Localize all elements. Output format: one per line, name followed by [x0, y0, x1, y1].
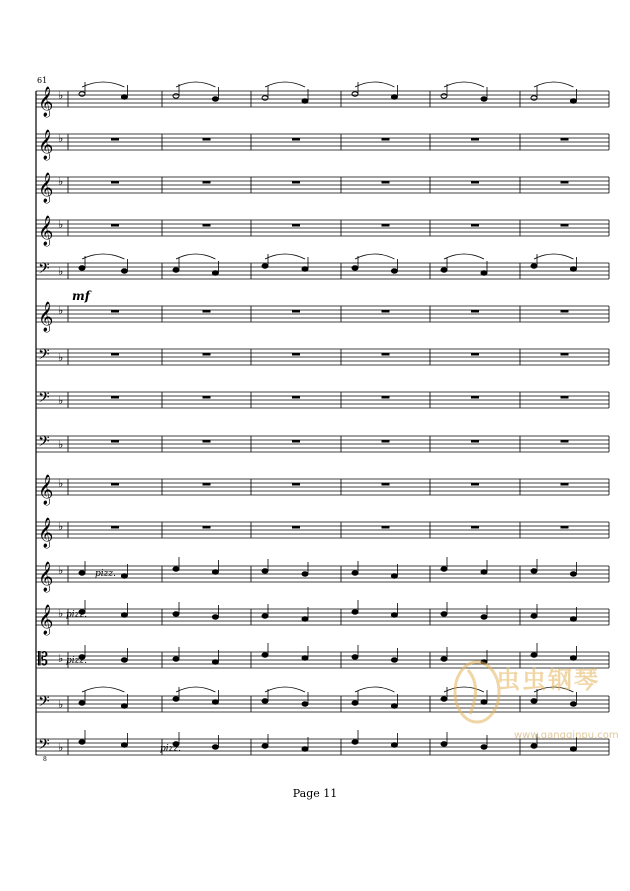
treble-clef-icon: 𝄞: [38, 605, 54, 635]
whole-rest: [203, 440, 211, 443]
note-head: [352, 610, 358, 614]
note-head: [441, 612, 447, 616]
note-head: [212, 570, 218, 574]
slur: [176, 687, 215, 692]
whole-rest: [561, 138, 569, 141]
whole-rest: [471, 526, 479, 529]
whole-rest: [292, 440, 300, 443]
whole-rest: [561, 483, 569, 486]
whole-rest: [111, 310, 119, 313]
whole-rest: [471, 483, 479, 486]
whole-rest: [382, 353, 390, 356]
note-head: [212, 660, 218, 664]
whole-rest: [203, 396, 211, 399]
flat-icon: ♭: [58, 89, 64, 102]
bass-clef-icon: 𝄢: [38, 693, 50, 714]
note-head: [570, 572, 576, 576]
note-head: [441, 697, 447, 701]
slur: [82, 254, 124, 259]
note-head: [352, 701, 358, 705]
whole-rest: [382, 440, 390, 443]
flat-icon: ♭: [58, 351, 64, 364]
note-head: [79, 740, 85, 744]
flat-icon: ♭: [58, 175, 64, 188]
note-head: [531, 264, 537, 268]
flat-icon: ♭: [58, 607, 64, 620]
note-head: [352, 655, 358, 659]
whole-rest: [203, 353, 211, 356]
note-head: [262, 96, 268, 100]
page-footer: Page 11: [292, 787, 338, 800]
whole-rest: [111, 483, 119, 486]
note-head: [570, 617, 576, 621]
note-head: [570, 267, 576, 271]
flat-icon: ♭: [58, 304, 64, 317]
note-head: [262, 614, 268, 618]
treble-clef-icon: 𝄞: [38, 87, 54, 117]
whole-rest: [111, 396, 119, 399]
slur: [265, 82, 305, 87]
note-head: [121, 269, 127, 273]
note-head: [481, 271, 487, 275]
note-head: [302, 702, 308, 706]
note-head: [531, 614, 537, 618]
whole-rest: [561, 353, 569, 356]
note-head: [391, 613, 397, 617]
note-head: [441, 268, 447, 272]
whole-rest: [561, 224, 569, 227]
treble-clef-icon: 𝄞: [38, 475, 54, 505]
note-head: [212, 745, 218, 749]
note-head: [441, 657, 447, 661]
note-head: [121, 743, 127, 747]
bass-clef-icon: 𝄢: [38, 260, 50, 281]
whole-rest: [111, 353, 119, 356]
note-head: [481, 570, 487, 574]
whole-rest: [382, 138, 390, 141]
whole-rest: [471, 181, 479, 184]
whole-rest: [561, 181, 569, 184]
note-head: [302, 656, 308, 660]
flat-icon: ♭: [58, 218, 64, 231]
note-head: [121, 704, 127, 708]
note-head: [352, 92, 358, 96]
note-head: [212, 97, 218, 101]
note-head: [391, 658, 397, 662]
whole-rest: [292, 526, 300, 529]
note-head: [391, 704, 397, 708]
note-head: [531, 569, 537, 573]
note-head: [391, 95, 397, 99]
treble-clef-icon: 𝄞: [38, 173, 54, 203]
whole-rest: [471, 396, 479, 399]
note-head: [441, 94, 447, 98]
slur: [355, 687, 394, 692]
whole-rest: [111, 440, 119, 443]
note-head: [352, 740, 358, 744]
note-head: [391, 574, 397, 578]
note-head: [173, 94, 179, 98]
whole-rest: [382, 181, 390, 184]
whole-rest: [561, 310, 569, 313]
octave-mark: 8: [43, 756, 47, 763]
note-head: [79, 92, 85, 96]
note-head: [212, 271, 218, 275]
note-head: [302, 572, 308, 576]
flat-icon: ♭: [58, 698, 64, 711]
whole-rest: [471, 353, 479, 356]
note-head: [173, 697, 179, 701]
whole-rest: [382, 310, 390, 313]
bass-clef-icon: 𝄢: [38, 389, 50, 410]
slur: [82, 82, 124, 87]
whole-rest: [111, 138, 119, 141]
whole-rest: [561, 440, 569, 443]
note-head: [121, 658, 127, 662]
treble-clef-icon: 𝄞: [38, 302, 54, 332]
whole-rest: [382, 396, 390, 399]
note-head: [262, 744, 268, 748]
slur: [444, 254, 484, 259]
treble-clef-icon: 𝄞: [38, 518, 54, 548]
note-head: [212, 615, 218, 619]
whole-rest: [471, 440, 479, 443]
whole-rest: [292, 396, 300, 399]
watermark-logo-text: 虫虫钢琴: [496, 666, 600, 694]
note-head: [441, 742, 447, 746]
note-head: [441, 567, 447, 571]
whole-rest: [561, 396, 569, 399]
slur: [534, 82, 573, 87]
piano-keys-icon: [452, 656, 502, 726]
flat-icon: ♭: [58, 132, 64, 145]
note-head: [173, 657, 179, 661]
note-head: [352, 266, 358, 270]
alto-clef-icon: 𝄡: [38, 649, 49, 670]
note-head: [262, 264, 268, 268]
flat-icon: ♭: [58, 394, 64, 407]
slur: [355, 254, 394, 259]
whole-rest: [382, 224, 390, 227]
flat-icon: ♭: [58, 520, 64, 533]
note-head: [121, 574, 127, 578]
flat-icon: ♭: [58, 652, 64, 665]
whole-rest: [292, 181, 300, 184]
slur: [265, 687, 305, 692]
whole-rest: [292, 353, 300, 356]
pizz-marking: pizz.: [95, 569, 116, 579]
flat-icon: ♭: [58, 741, 64, 754]
slur: [82, 687, 124, 692]
whole-rest: [111, 526, 119, 529]
note-head: [79, 701, 85, 705]
note-head: [302, 99, 308, 103]
slur: [265, 254, 305, 259]
pizz-marking: pizz.: [66, 610, 87, 620]
note-head: [531, 96, 537, 100]
note-head: [391, 269, 397, 273]
note-head: [352, 571, 358, 575]
measure-number: 61: [37, 76, 48, 85]
note-head: [262, 569, 268, 573]
slur: [534, 254, 573, 259]
note-head: [262, 699, 268, 703]
pizz-marking: pizz.: [160, 744, 181, 754]
slur: [355, 82, 394, 87]
whole-rest: [382, 483, 390, 486]
whole-rest: [471, 224, 479, 227]
note-head: [302, 747, 308, 751]
note-head: [481, 615, 487, 619]
watermark-url: www.gangqinpu.com: [514, 730, 619, 741]
note-head: [121, 613, 127, 617]
note-head: [173, 268, 179, 272]
whole-rest: [111, 224, 119, 227]
whole-rest: [203, 483, 211, 486]
whole-rest: [561, 526, 569, 529]
note-head: [391, 743, 397, 747]
bass-8vb-clef-icon: 𝄢: [38, 736, 50, 757]
whole-rest: [471, 138, 479, 141]
note-head: [302, 267, 308, 271]
note-head: [570, 99, 576, 103]
note-head: [173, 612, 179, 616]
flat-icon: ♭: [58, 265, 64, 278]
note-head: [79, 571, 85, 575]
note-head: [302, 617, 308, 621]
whole-rest: [471, 310, 479, 313]
whole-rest: [203, 138, 211, 141]
whole-rest: [203, 526, 211, 529]
note-head: [481, 97, 487, 101]
note-head: [121, 95, 127, 99]
whole-rest: [203, 310, 211, 313]
note-head: [262, 653, 268, 657]
pizz-marking: pizz.: [66, 656, 87, 666]
whole-rest: [292, 483, 300, 486]
flat-icon: ♭: [58, 564, 64, 577]
note-head: [173, 567, 179, 571]
dynamic-mf: mf: [72, 289, 90, 303]
flat-icon: ♭: [58, 438, 64, 451]
treble-clef-icon: 𝄞: [38, 216, 54, 246]
note-head: [212, 700, 218, 704]
note-head: [79, 266, 85, 270]
treble-clef-icon: 𝄞: [38, 130, 54, 160]
whole-rest: [382, 526, 390, 529]
slur: [444, 82, 484, 87]
whole-rest: [292, 224, 300, 227]
whole-rest: [292, 138, 300, 141]
flat-icon: ♭: [58, 477, 64, 490]
treble-clef-icon: 𝄞: [38, 562, 54, 592]
whole-rest: [292, 310, 300, 313]
whole-rest: [203, 224, 211, 227]
slur: [176, 254, 215, 259]
watermark-logo: [452, 656, 627, 752]
bass-clef-icon: 𝄢: [38, 433, 50, 454]
bass-clef-icon: 𝄢: [38, 346, 50, 367]
slur: [176, 82, 215, 87]
whole-rest: [111, 181, 119, 184]
whole-rest: [203, 181, 211, 184]
